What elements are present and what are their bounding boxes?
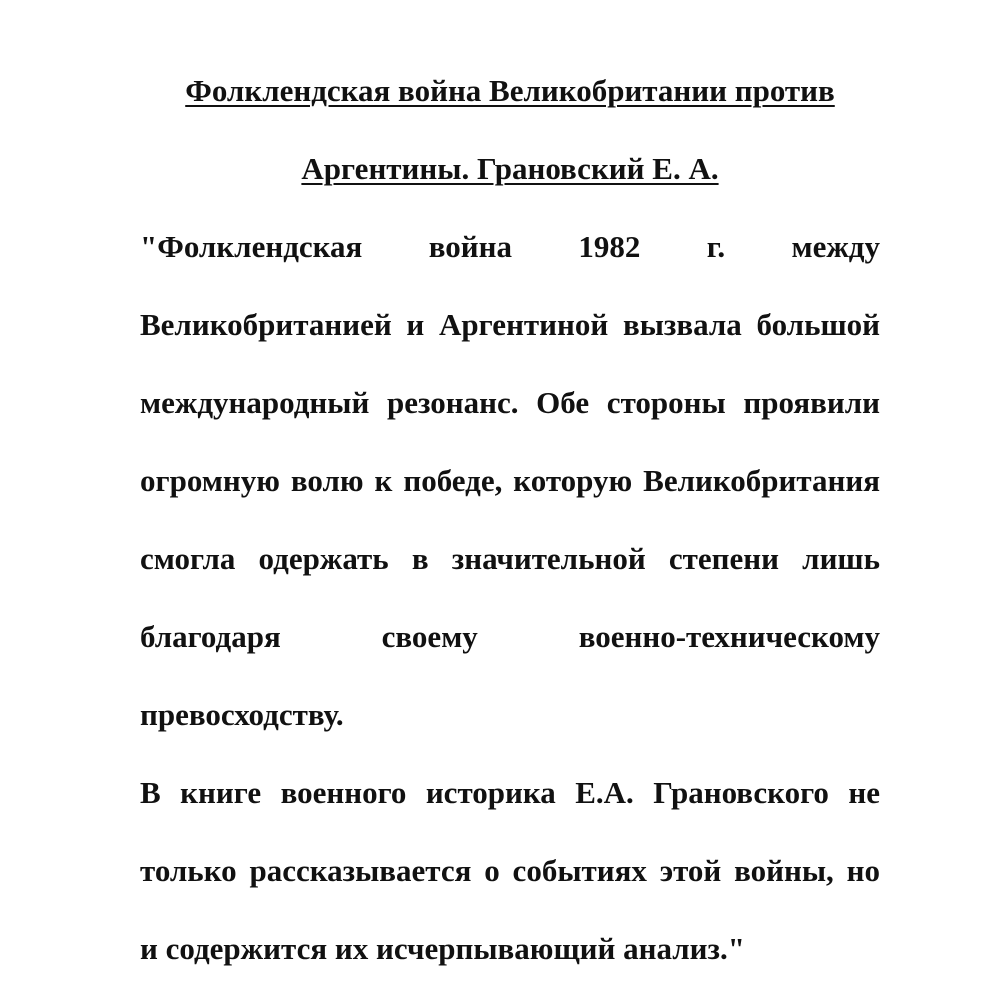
title-line-1: Фолклендская война Великобритании против [185, 73, 835, 108]
paragraph-1-line-5: смогла одержать в значительной степени лишь [140, 541, 880, 576]
paragraph-1-line-4: огромную волю к победе, которую Великобритания [140, 463, 880, 498]
paragraph-1 [140, 208, 880, 754]
paragraph-1-line-1: "Фолклендская война 1982 г. между [140, 229, 880, 264]
title-line-2: Аргентины. Грановский Е. А. [301, 151, 719, 186]
paragraph-1-line-2: Великобританией и Аргентиной вызвала большой [140, 307, 880, 342]
paragraph-2-line-1: В книге военного историка Е.А. Грановского не [140, 775, 880, 810]
paragraph-1-line-7: превосходству. [140, 697, 344, 732]
paragraph-2 [140, 754, 880, 988]
paragraph-2-line-2: только рассказывается о событиях этой войны, но [140, 853, 880, 888]
paragraph-1-line-3: международный резонанс. Обе стороны проявили [140, 385, 880, 420]
paragraph-1-line-6: благодаря своему военно-техническому [140, 619, 880, 654]
paragraph-2-line-3: и содержится их исчерпывающий анализ." [140, 931, 745, 966]
document-title [140, 52, 880, 208]
